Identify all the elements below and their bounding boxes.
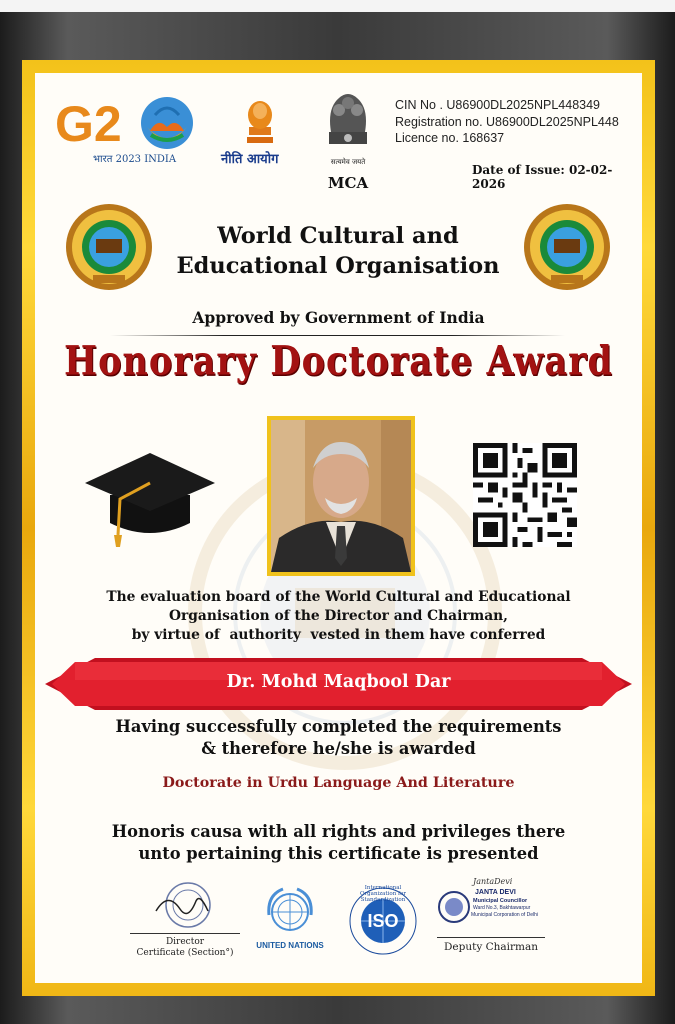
evaluation-line2: Organisation of the Director and Chairman, (169, 608, 508, 624)
honoris-line2: unto pertaining this certificate is presented (138, 844, 539, 863)
director-signature-block (130, 881, 240, 966)
requirements-line1: Having successfully completed the requirements (115, 717, 562, 736)
deputy-stamp-signature: JantaDevi (473, 877, 513, 886)
evaluation-line3: by virtue of authority vested in them have conferred (131, 627, 546, 643)
registration-number: Registration no. U86900DL2025NPL448 (395, 114, 619, 129)
degree-title: Doctorate in Urdu Language And Literature (162, 775, 515, 791)
deputy-stamp-line3: Municipal Corporation of Delhi (471, 912, 538, 918)
deputy-stamp-line1: Municipal Councillor (473, 898, 528, 904)
requirements-line2: & therefore he/she is awarded (201, 739, 476, 758)
mca-label: MCA (327, 174, 369, 192)
ashoka-emblem-icon (317, 88, 379, 158)
graduation-cap-icon (80, 443, 220, 553)
deputy-signature-line (437, 937, 545, 938)
niti-label: नीति आयोग (221, 152, 279, 167)
honoris-line1: Honoris causa with all rights and privileges there (111, 822, 566, 841)
mca-logo (317, 88, 379, 193)
niti-aayog-logo (215, 93, 305, 173)
organisation-name-line2: Educational Organisation (176, 253, 500, 279)
licence-number: Licence no. 168637 (395, 131, 505, 145)
director-sub-label: Certificate (Section°) (136, 948, 234, 958)
date-of-issue: Date of Issue: 02-02-2026 (472, 163, 613, 191)
organisation-name-line1: World Cultural and (217, 223, 459, 249)
organisation-name (125, 221, 551, 281)
honoris-statement (55, 821, 622, 865)
deputy-signature-block (435, 877, 547, 967)
registration-info (395, 97, 619, 147)
cin-number: CIN No . U86900DL2025NPL448349 (395, 98, 600, 112)
g20-subtext: भारत 2023 INDIA (93, 154, 177, 165)
evaluation-line1: The evaluation board of the World Cultural and Educational (106, 589, 571, 605)
recipient-photo (267, 416, 415, 576)
requirements-statement (55, 716, 622, 760)
united-nations-logo (253, 885, 327, 955)
director-signature-line (130, 933, 240, 934)
un-globe-icon (263, 885, 317, 939)
award-title: Honorary Doctorate Award (64, 337, 613, 386)
deputy-stamp-name: JANTA DEVI (475, 889, 516, 896)
g20-logo (55, 91, 200, 171)
mcd-emblem-icon (437, 887, 471, 927)
recipient-name: Dr. Mohd Maqbool Dar (226, 672, 451, 692)
divider-line (110, 335, 565, 336)
iso-logo (347, 885, 419, 957)
evaluation-statement (55, 588, 622, 645)
un-label: UNITED NATIONS (256, 941, 324, 950)
mca-motto: सत्यमेव जयते (330, 158, 366, 166)
director-seal-icon (148, 881, 220, 931)
deputy-stamp-line2: Ward No.3, Bakhtawarpur (473, 905, 531, 911)
iso-ring-text: International Organization for Standardization (360, 885, 406, 903)
deputy-label: Deputy Chairman (443, 941, 539, 953)
certificate (35, 73, 642, 983)
top-strip (0, 0, 675, 12)
director-label: Director (165, 937, 205, 947)
niti-emblem-icon (243, 93, 277, 149)
qr-code[interactable] (473, 443, 577, 547)
svg-text:G2: G2 (55, 96, 122, 152)
iso-label: ISO (367, 911, 399, 931)
approved-by-text: Approved by Government of India (192, 308, 485, 327)
